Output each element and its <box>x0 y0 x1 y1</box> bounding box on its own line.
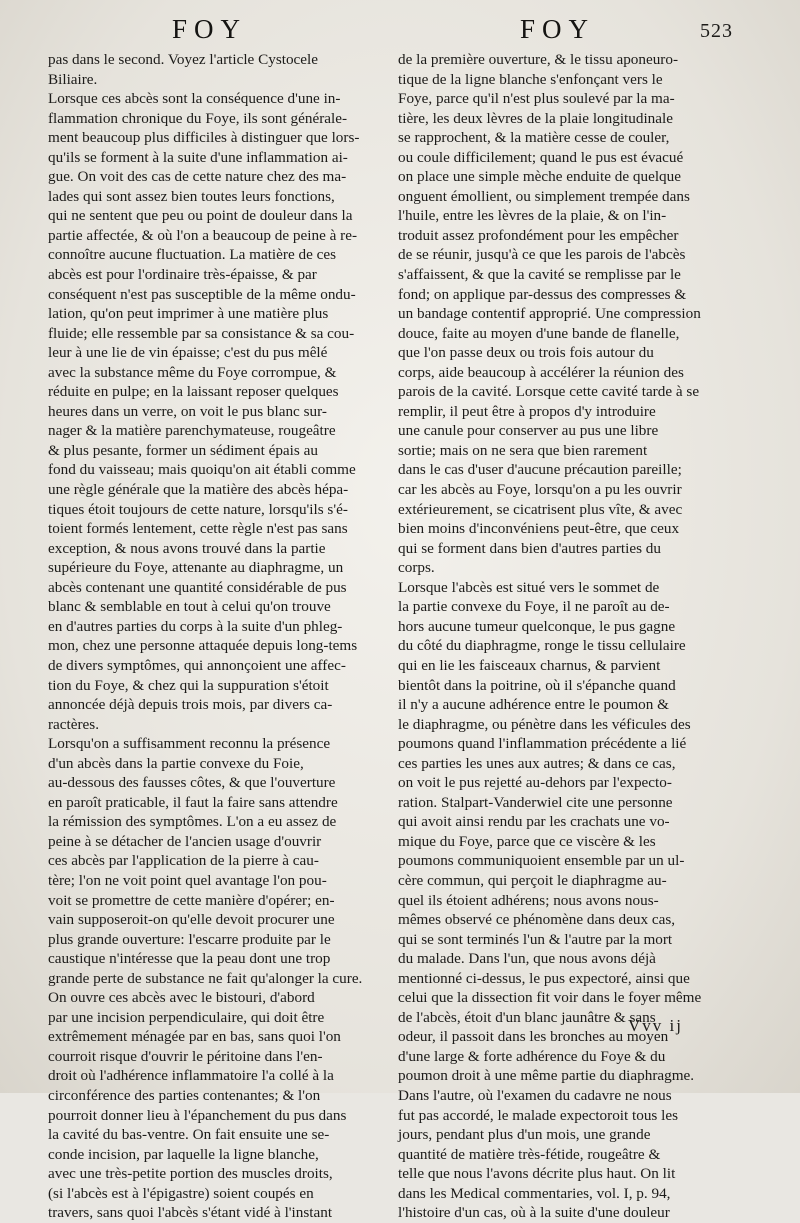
text-line: tique de la ligne blanche s'enfonçant vers le <box>398 70 663 88</box>
text-line: extérieurement, se cicatrisent plus vîte, & avec <box>398 500 683 518</box>
text-line: car les abcès au Foye, lorsqu'on a pu les ouvrir <box>398 481 682 499</box>
text-line: on voit le pus rejetté au-dehors par l'expecto- <box>398 774 672 792</box>
text-line: toient formés lentement, cette règle n'est pas sans <box>48 520 348 538</box>
text-line: tiques étoit toujours de cette nature, lorsqu'ils s'é- <box>48 500 348 518</box>
text-line: odeur, il passoit dans les bronches au moyen <box>398 1028 669 1046</box>
text-line: en paroît praticable, il faut la faire sans attendre <box>48 793 338 811</box>
text-line: dans les Medical commentaries, vol. I, p. 94, <box>398 1184 671 1202</box>
text-line: qui se forment dans bien d'autres parties du <box>398 539 661 557</box>
text-line: circonférence des parties contenantes; & l'on <box>48 1086 321 1104</box>
text-line: avec une très-petite portion des muscles droits, <box>48 1165 333 1183</box>
text-line: avec la substance même du Foye corrompue, & <box>48 363 337 381</box>
text-line: l'histoire d'un cas, où à la suite d'une douleur <box>398 1204 670 1222</box>
text-line: ces abcès par l'application de la pierre à cau- <box>48 852 319 870</box>
text-line: en d'autres parties du corps à la suite d'un phleg- <box>48 617 343 635</box>
text-line: onguent émollient, ou simplement trempée dans <box>398 187 690 205</box>
text-line: du malade. Dans l'un, que nous avons déjà <box>398 950 656 968</box>
text-line: troduit assez profondément pour les empêcher <box>398 226 679 244</box>
text-line: annoncée déjà depuis trois mois, par divers ca- <box>48 696 333 714</box>
text-line: bientôt dans la poitrine, où il s'épanche quand <box>398 676 676 694</box>
text-line: mêmes observé ce phénomène dans deux cas, <box>398 911 676 929</box>
text-line: courroit risque d'ouvrir le péritoine dans l'en- <box>48 1047 323 1065</box>
text-line: corps. <box>398 559 435 577</box>
text-line: ractères. <box>48 715 100 733</box>
text-line: fond du vaisseau; mais quoiqu'on ait établi comme <box>48 461 356 479</box>
text-line: de se réunir, jusqu'à ce que les parois de l'abcès <box>398 246 686 264</box>
text-line: extrêmement ménagée par en bas, sans quoi l'on <box>48 1028 341 1046</box>
text-line: mon, chez une personne attaquée depuis long-tems <box>48 637 358 655</box>
text-line: fond; on applique par-dessus des compresses & <box>398 285 687 303</box>
text-line: par une incision perpendiculaire, qui doit être <box>48 1008 325 1026</box>
text-line: ment beaucoup plus difficiles à distinguer que lors- <box>48 129 360 147</box>
text-line: connoître aucune fluctuation. La matière de ces <box>48 246 337 264</box>
text-line: abcès est pour l'ordinaire très-épaisse, & par <box>48 266 317 284</box>
text-line: pourroit donner lieu à l'épanchement du pus dans <box>48 1106 347 1124</box>
signature-mark: Vvv ij <box>628 1016 683 1035</box>
text-line: le diaphragme, ou pénètre dans les véficules des <box>398 715 691 733</box>
text-line: ration. Stalpart-Vanderwiel cite une personne <box>398 793 673 811</box>
text-line: la partie convexe du Foye, il ne paroît au de- <box>398 598 670 616</box>
text-line: pas dans le second. Voyez l'article Cystocele <box>48 51 318 68</box>
text-line: poumons communiquoient ensemble par un ul- <box>398 852 685 870</box>
text-line: conséquent n'est pas susceptible de la même ondu- <box>48 285 356 303</box>
text-line: mique du Foye, parce que ce viscère & les <box>398 832 656 850</box>
text-line: leur à une lie de vin épaisse; c'est du pus mêlé <box>48 344 328 362</box>
text-line: Foye, parce qu'il n'est plus soulevé par la ma- <box>398 90 675 108</box>
text-line: il n'y a aucune adhérence entre le poumon & <box>398 696 669 714</box>
text-line: ces parties les unes aux autres; & dans ce cas, <box>398 754 676 772</box>
text-line: poumon droit à une même partie du diaphragme. <box>398 1067 695 1085</box>
text-line: de la première ouverture, & le tissu aponeuro- <box>398 51 679 68</box>
text-line: se rapprochent, & la matière cesse de couler, <box>398 129 670 147</box>
text-line: une canule pour conserver au pus une libre <box>398 422 659 440</box>
text-line: au-dessous des fausses côtes, & que l'ouverture <box>48 774 336 792</box>
text-line: flammation chronique du Foye, ils sont générale- <box>48 109 348 127</box>
text-line: celui que la dissection fit voir dans le foyer même <box>398 989 702 1007</box>
text-line: corps, aide beaucoup à accélérer la réunion des <box>398 363 684 381</box>
page-number: 523 <box>700 20 733 42</box>
text-line: Lorsqu'on a suffisamment reconnu la présence <box>48 735 331 753</box>
text-line: dans le cas d'user d'aucune précaution pareille; <box>398 461 682 479</box>
text-line: plus grande ouverture: l'escarre produite par le <box>48 930 331 948</box>
text-line: Biliaire. <box>48 70 98 88</box>
text-line: un bandage contentif approprié. Une compression <box>398 305 701 323</box>
text-line: fut pas accordé, le malade expectoroit tous les <box>398 1106 679 1124</box>
text-line: grande perte de substance ne fait qu'alonger la cure. <box>48 969 363 987</box>
text-line: douce, faite au moyen d'une bande de flanelle, <box>398 324 680 342</box>
text-line: lation, qu'on peut imprimer à une matière plus <box>48 305 329 323</box>
text-line: On ouvre ces abcès avec le bistouri, d'abord <box>48 989 315 1007</box>
text-line: que l'on passe deux ou trois fois autour du <box>398 344 654 362</box>
text-line: qu'ils se forment à la suite d'une inflammation ai- <box>48 148 348 166</box>
text-line: hors aucune tumeur quelconque, le pus gagne <box>398 617 676 635</box>
text-line: la cavité du bas-ventre. On fait ensuite une se- <box>48 1126 330 1144</box>
text-line: telle que nous l'avons décrite plus haut. On lit <box>398 1165 676 1183</box>
text-line: mentionné ci-dessus, le pus expectoré, ainsi que <box>398 969 690 987</box>
text-line: bien moins d'inconvéniens peut-être, que ceux <box>398 520 680 538</box>
text-line: lades qui sont assez bien toutes leurs fonctions, <box>48 187 335 205</box>
text-line: gue. On voit des cas de cette nature chez des ma- <box>48 168 347 186</box>
text-line: poumons quand l'inflammation précédente a lié <box>398 735 687 753</box>
text-line: Lorsque l'abcès est situé vers le sommet de <box>398 578 660 596</box>
text-line: tion du Foye, & chez qui la suppuration s'étoit <box>48 676 329 694</box>
running-head-left: FOY <box>172 14 248 44</box>
text-line: (si l'abcès est à l'épigastre) soient coupés en <box>48 1184 314 1202</box>
right-column <box>398 50 734 1223</box>
text-line: qui ne sentent que peu ou point de douleur dans la <box>48 207 353 225</box>
text-line: du côté du diaphragme, ronge le tissu cellulaire <box>398 637 686 655</box>
text-line: peine à se détacher de l'ancien usage d'ouvrir <box>48 832 322 850</box>
text-line: caustique n'intéresse que la peau dont une trop <box>48 950 331 968</box>
text-line: Lorsque ces abcès sont la conséquence d'une in- <box>48 90 341 108</box>
text-line: jours, pendant plus d'un mois, une grande <box>398 1126 651 1144</box>
text-line: & plus pesante, former un sédiment épais au <box>48 441 318 459</box>
text-line: droit où l'adhérence inflammatoire l'a collé à la <box>48 1067 334 1085</box>
text-line: l'huile, entre les lèvres de la plaie, & on l'in- <box>398 207 667 225</box>
text-line: parois de la cavité. Lorsque cette cavité tarde à se <box>398 383 700 401</box>
text-line: nager & la matière parenchymateuse, rougeâtre <box>48 422 336 440</box>
text-line: réduite en pulpe; en la laissant reposer quelques <box>48 383 339 401</box>
text-line: tière, les deux lèvres de la plaie longitudinale <box>398 109 673 127</box>
text-line: fluide; elle ressemble par sa consistance & sa cou- <box>48 324 355 342</box>
text-line: voit se promettre de cette manière d'opérer; en- <box>48 891 335 909</box>
text-line: exception, & nous avons trouvé dans la partie <box>48 539 326 557</box>
text-line: supérieure du Foye, attenante au diaphragme, un <box>48 559 344 577</box>
text-line: remplir, il peut être à propos d'y introduire <box>398 402 656 420</box>
text-line: la rémission des symptômes. L'on a eu assez de <box>48 813 337 831</box>
text-line: ou coule difficilement; quand le pus est évacué <box>398 148 684 166</box>
text-line: travers, sans quoi l'abcès s'étant vidé à l'instant <box>48 1204 333 1222</box>
text-line: tère; l'on ne voit point quel avantage l'on pou- <box>48 871 327 889</box>
text-line: partie affectée, & où l'on a beaucoup de peine à re- <box>48 226 358 244</box>
text-line: abcès contenant une quantité considérable de pus <box>48 578 347 596</box>
text-line: blanc & semblable en tout à celui qu'on trouve <box>48 598 331 616</box>
text-line: de divers symptômes, qui annonçoient une affec- <box>48 656 346 674</box>
text-line: une règle générale que la matière des abcès hépa- <box>48 481 349 499</box>
text-line: qui en lie les faisceaux charnus, & parvient <box>398 656 661 674</box>
text-line: qui avoit ainsi rendu par les crachats une vo- <box>398 813 670 831</box>
text-line: cère commun, qui perçoit le diaphragme au- <box>398 871 667 889</box>
left-column <box>48 50 382 1223</box>
text-line: sortie; mais on ne sera que bien rarement <box>398 441 648 459</box>
text-line: de l'abcès, étoit d'un blanc jaunâtre & sans <box>398 1008 656 1026</box>
text-line: quel ils étoient adhérens; nous avons nous- <box>398 891 659 909</box>
text-line: vain supposeroit-on qu'elle devoit procurer une <box>48 911 335 929</box>
text-line: heures dans un verre, on voit le pus blanc sur- <box>48 402 327 420</box>
text-line: Dans l'autre, où l'examen du cadavre ne nous <box>398 1086 672 1104</box>
text-line: d'une large & forte adhérence du Foye & du <box>398 1047 666 1065</box>
text-line: on place une simple mèche enduite de quelque <box>398 168 681 186</box>
text-line: conde incision, par laquelle la ligne blanche, <box>48 1145 319 1163</box>
text-line: qui se sont terminés l'un & l'autre par la mort <box>398 930 673 948</box>
text-line: d'un abcès dans la partie convexe du Foie, <box>48 754 304 772</box>
text-line: quantité de matière très-fétide, rougeâtre & <box>398 1145 661 1163</box>
text-line: s'affaissent, & que la cavité se remplisse par le <box>398 266 681 284</box>
running-head-right: FOY <box>520 14 596 44</box>
